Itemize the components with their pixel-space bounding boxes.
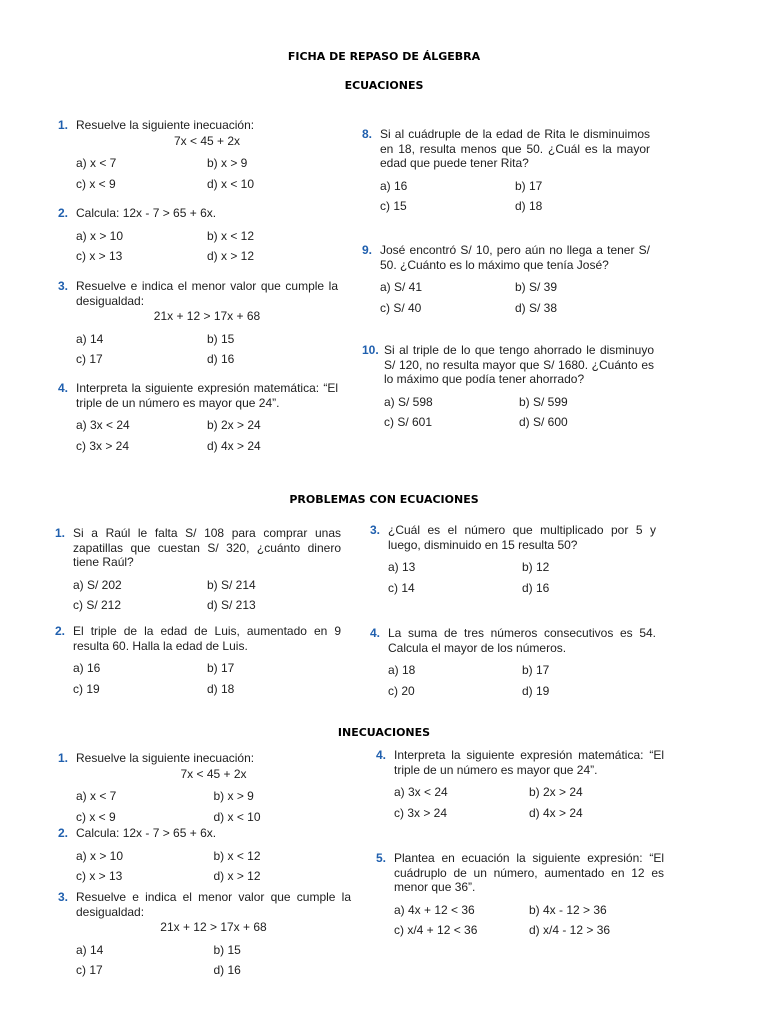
question-text: Plantea en ecuación la siguiente expresión: “El cuádruplo de un número, aumentado en 12 es menor que 36”. xyxy=(394,851,664,894)
answer-option: d) x > 12 xyxy=(213,869,261,883)
answer-option: c) 17 xyxy=(76,352,103,366)
answer-option: c) x < 9 xyxy=(76,809,116,824)
answer-option: b) x < 12 xyxy=(207,228,255,243)
answer-option: c) 15 xyxy=(380,199,407,213)
question-text: Resuelve e indica el menor valor que cumple la desigualdad: xyxy=(76,890,351,919)
answer-option: b) x > 9 xyxy=(207,156,248,170)
question-text: Si al triple de lo que tengo ahorrado le disminuyo S/ 120, no resulta mayor que S/ 1680. ¿Cuánto es lo máximo que podía tener ahorrado? xyxy=(384,343,654,386)
answer-option: b) x < 12 xyxy=(213,848,261,863)
question-item xyxy=(362,127,650,214)
answer-option: d) 19 xyxy=(522,683,550,698)
question-number: 1. xyxy=(55,526,66,540)
answer-option: d) 16 xyxy=(522,580,550,595)
question-text: Interpreta la siguiente expresión matemática: “El triple de un número es mayor que 24”. xyxy=(76,381,338,410)
answer-option: a) x > 10 xyxy=(76,848,124,863)
question-item xyxy=(55,526,341,613)
question-item xyxy=(58,118,338,191)
section-title-problemas: PROBLEMAS CON ECUACIONES xyxy=(289,493,479,506)
answer-option: c) x > 13 xyxy=(76,869,123,883)
question-item xyxy=(370,523,656,595)
page-title: FICHA DE REPASO DE ÁLGEBRA xyxy=(287,50,481,63)
question-number: 1. xyxy=(58,118,69,132)
question-number: 5. xyxy=(376,851,387,865)
answer-options xyxy=(73,661,341,696)
question-equation: 7x < 45 + 2x xyxy=(173,133,241,148)
answer-option: a) S/ 202 xyxy=(73,577,122,592)
answer-option: b) 17 xyxy=(207,661,235,675)
answer-options xyxy=(394,785,664,820)
answer-option: b) 2x > 24 xyxy=(207,418,261,432)
question-item xyxy=(58,826,351,884)
answer-options xyxy=(388,560,656,595)
answer-option: a) 16 xyxy=(73,661,101,675)
question-item xyxy=(58,751,351,824)
answer-option: a) 3x < 24 xyxy=(394,785,448,799)
answer-options xyxy=(76,332,338,367)
answer-option: d) x < 10 xyxy=(207,176,255,191)
question-text: Interpreta la siguiente expresión matemática: “El triple de un número es mayor que 24”. xyxy=(394,748,664,777)
question-number: 2. xyxy=(55,624,66,638)
question-text: El triple de la edad de Luis, aumentado en 9 resulta 60. Halla la edad de Luis. xyxy=(73,624,341,653)
question-item xyxy=(55,624,341,696)
answer-option: d) 16 xyxy=(213,963,241,977)
answer-option: b) 17 xyxy=(515,178,543,193)
answer-option: a) 3x < 24 xyxy=(76,418,130,432)
answer-options xyxy=(394,903,664,938)
question-text: Resuelve la siguiente inecuación: xyxy=(76,751,255,765)
answer-option: d) 16 xyxy=(207,352,235,366)
question-text: Resuelve e indica el menor valor que cumple la desigualdad: xyxy=(76,279,338,308)
answer-option: b) S/ 39 xyxy=(515,280,558,294)
question-item xyxy=(370,626,656,698)
question-item xyxy=(58,381,338,453)
answer-option: d) 4x > 24 xyxy=(207,438,261,453)
question-number: 3. xyxy=(58,890,69,904)
answer-option: b) S/ 214 xyxy=(207,577,256,592)
question-item xyxy=(376,748,664,820)
question-equation: 7x < 45 + 2x xyxy=(180,766,247,781)
answer-options xyxy=(380,179,650,214)
answer-option: d) 4x > 24 xyxy=(529,805,583,820)
answer-option: b) 17 xyxy=(522,663,550,677)
answer-option: a) S/ 598 xyxy=(384,394,433,409)
answer-option: a) 4x + 12 < 36 xyxy=(394,902,475,917)
answer-option: b) 4x - 12 > 36 xyxy=(529,902,607,917)
answer-option: d) x/4 - 12 > 36 xyxy=(529,923,611,937)
answer-option: a) 18 xyxy=(388,663,416,677)
question-item xyxy=(58,890,351,978)
answer-option: b) 15 xyxy=(207,331,235,346)
answer-option: d) S/ 600 xyxy=(519,415,568,429)
answer-option: a) 14 xyxy=(76,942,104,957)
answer-option: a) 13 xyxy=(388,560,416,574)
answer-options xyxy=(76,156,338,191)
answer-option: c) S/ 601 xyxy=(384,415,433,429)
question-text: La suma de tres números consecutivos es 54. Calcula el mayor de los números. xyxy=(388,626,656,655)
question-item xyxy=(58,279,338,367)
answer-option: c) 3x > 24 xyxy=(394,805,448,820)
answer-options xyxy=(76,943,351,978)
question-item xyxy=(362,343,654,430)
question-text: Resuelve la siguiente inecuación: xyxy=(76,118,255,132)
answer-option: d) S/ 213 xyxy=(207,598,256,612)
question-text: Si a Raúl le falta S/ 108 para comprar unas zapatillas que cuestan S/ 320, ¿cuánto dinero tiene Raúl? xyxy=(73,526,341,569)
question-number: 10. xyxy=(362,343,379,357)
answer-option: d) S/ 38 xyxy=(515,300,558,315)
question-equation: 21x + 12 > 17x + 68 xyxy=(160,920,267,934)
answer-option: b) 12 xyxy=(522,560,550,574)
question-text: Calcula: 12x - 7 > 65 + 6x. xyxy=(76,206,217,220)
answer-options xyxy=(76,229,338,264)
answer-option: c) x < 9 xyxy=(76,176,116,191)
answer-options xyxy=(73,578,341,613)
answer-option: c) x/4 + 12 < 36 xyxy=(394,923,478,937)
answer-option: d) x > 12 xyxy=(207,249,255,263)
question-item xyxy=(58,206,338,264)
question-text: Calcula: 12x - 7 > 65 + 6x. xyxy=(76,826,217,840)
question-item xyxy=(362,243,650,315)
question-number: 9. xyxy=(362,243,373,257)
answer-option: a) 14 xyxy=(76,331,104,346)
answer-option: c) 3x > 24 xyxy=(76,438,130,453)
answer-options xyxy=(388,663,656,698)
question-item xyxy=(376,851,664,938)
answer-option: c) S/ 40 xyxy=(380,300,422,315)
question-number: 2. xyxy=(58,206,69,220)
answer-option: d) 18 xyxy=(207,681,235,696)
question-text: ¿Cuál es el número que multiplicado por 5 y luego, disminuido en 15 resulta 50? xyxy=(388,523,656,552)
question-number: 4. xyxy=(376,748,387,762)
answer-option: c) 19 xyxy=(73,681,100,696)
answer-option: b) x > 9 xyxy=(213,789,254,803)
section-title-inecuaciones: INECUACIONES xyxy=(337,726,431,739)
answer-option: d) x < 10 xyxy=(213,809,261,824)
question-number: 4. xyxy=(58,381,69,395)
question-number: 3. xyxy=(370,523,381,537)
answer-option: c) x > 13 xyxy=(76,249,123,263)
answer-option: c) 17 xyxy=(76,963,103,977)
answer-option: a) 16 xyxy=(380,178,408,193)
question-number: 1. xyxy=(58,751,69,765)
question-text: José encontró S/ 10, pero aún no llega a tener S/ 50. ¿Cuánto es lo máximo que tenía José? xyxy=(380,243,650,272)
question-number: 2. xyxy=(58,826,69,840)
answer-options xyxy=(384,395,654,430)
answer-option: a) S/ 41 xyxy=(380,280,423,294)
answer-option: a) x < 7 xyxy=(76,789,117,803)
answer-options xyxy=(76,418,338,453)
answer-option: b) 2x > 24 xyxy=(529,785,583,799)
answer-options xyxy=(76,789,351,824)
answer-option: a) x < 7 xyxy=(76,156,117,170)
answer-option: c) S/ 212 xyxy=(73,598,122,612)
answer-option: a) x > 10 xyxy=(76,228,124,243)
answer-options xyxy=(380,280,650,315)
answer-option: d) 18 xyxy=(515,199,543,213)
question-number: 3. xyxy=(58,279,69,293)
answer-option: c) 20 xyxy=(388,683,415,698)
question-number: 8. xyxy=(362,127,373,141)
question-equation: 21x + 12 > 17x + 68 xyxy=(153,309,261,323)
answer-option: c) 14 xyxy=(388,580,415,595)
answer-option: b) 15 xyxy=(213,942,241,957)
question-number: 4. xyxy=(370,626,381,640)
question-text: Si al cuádruple de la edad de Rita le disminuimos en 18, resulta menos que 50. ¿Cuál es la mayor edad que puede tener Rita? xyxy=(380,127,650,170)
answer-option: b) S/ 599 xyxy=(519,394,568,409)
answer-options xyxy=(76,849,351,884)
section-title-ecuaciones: ECUACIONES xyxy=(344,79,424,92)
